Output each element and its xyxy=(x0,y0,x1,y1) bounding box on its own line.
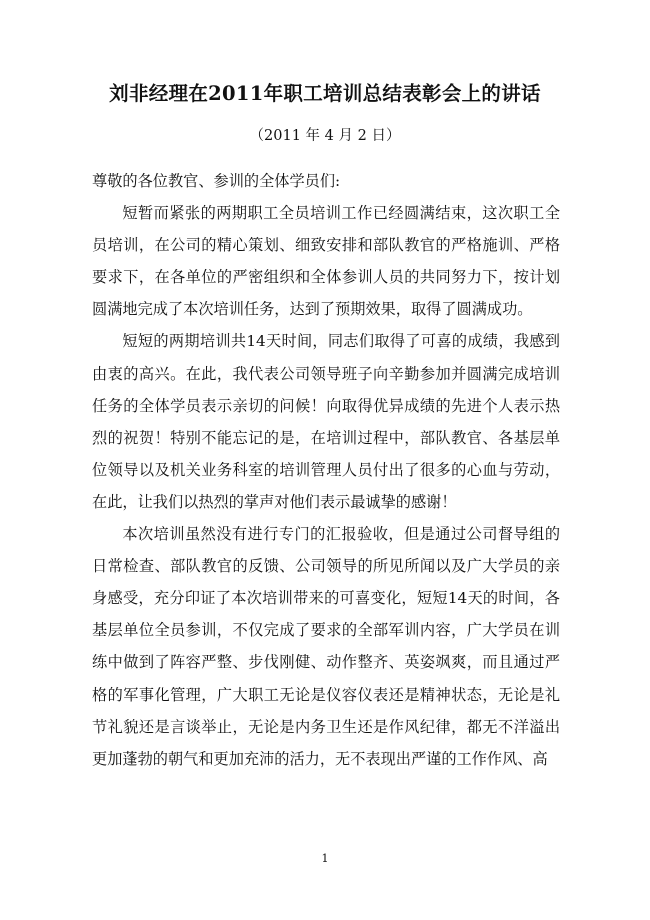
paragraph-3: 本次培训虽然没有进行专门的汇报验收，但是通过公司督导组的日常检查、部队教官的反馈、公司领导的所见所闻以及广大学员的亲身感受，充分印证了本次培训带来的可喜变化，短短14天的时间，各基层单位全员参训，不仅完成了要求的全部军训内容，广大学员在训练中做到了阵容严整、步伐刚健、动作整齐、英姿飒爽，而且通过严格的军事化管理，广大职工无论是仪容仪表还是精神状态，无论是礼节礼貌还是言谈举止，无论是内务卫生还是作风纪律，都无不洋溢出更加蓬勃的朝气和更加充沛的活力，无不表现出严谨的工作作风、高 xyxy=(92,525,560,768)
document-title: 刘非经理在2011年职工培训总结表彰会上的讲话 xyxy=(109,82,541,105)
page-number: 1 xyxy=(321,852,329,865)
speech-date: （2011 年 4 月 2 日） xyxy=(249,128,401,144)
paragraph-2: 短短的两期培训共14天时间，同志们取得了可喜的成绩，我感到由衷的高兴。在此，我代表公司领导班子向辛勤参加并圆满完成培训任务的全体学员表示亲切的问候！向取得优异成绩的先进个人表示热烈的祝贺！特别不能忘记的是，在培训过程中，部队教官、各基层单位领导以及机关业务科室的培训管理人员付出了很多的心血与劳动，在此，让我们以热烈的掌声对他们表示最诚挚的感谢！ xyxy=(92,332,560,511)
paragraph-1: 短暂而紧张的两期职工全员培训工作已经圆满结束，这次职工全员培训，在公司的精心策划、细致安排和部队教官的严格施训、严格要求下，在各单位的严密组织和全体参训人员的共同努力下，按计划圆满地完成了本次培训任务，达到了预期效果，取得了圆满成功。 xyxy=(92,204,560,319)
speech-body xyxy=(92,165,560,775)
salutation: 尊敬的各位教官、参训的全体学员们: xyxy=(92,172,341,190)
